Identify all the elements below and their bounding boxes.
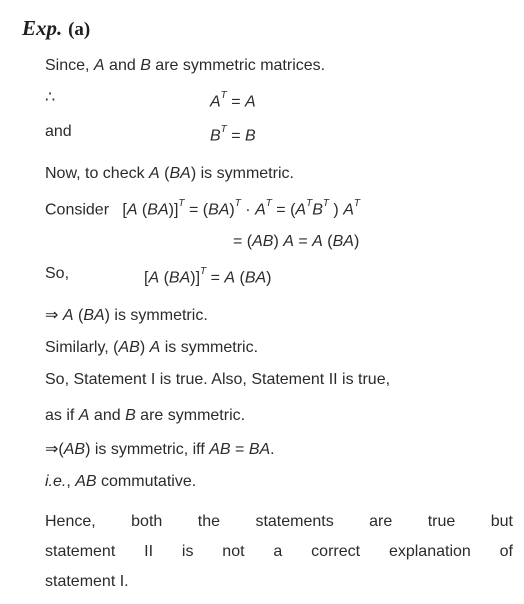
result-eq: [A (BA)]$^T$ = A (BA) (144, 266, 272, 287)
line-3: and $B^T = B$ (45, 123, 256, 145)
line-16: statement I. (45, 573, 129, 590)
line-2 (45, 88, 256, 111)
line-7: So, [A (BA)]$^T$ = A (BA) (45, 265, 272, 287)
a-transpose-eq: $A^T = A$ (210, 90, 256, 111)
line-5: Consider [A $(BA)]^T = (BA)^T \cdot A^T = (A^TB^T$ ) $A^T$ (45, 198, 360, 219)
line-11: as if A and B are symmetric. (45, 407, 246, 424)
explanation-heading (22, 16, 90, 41)
therefore-symbol: ∴ (45, 89, 56, 106)
line-4: Now, to check A (BA) is symmetric. (45, 165, 294, 182)
line-8: ⇒ A (BA) is symmetric. (45, 307, 208, 324)
line-12: ⇒(AB) is symmetric, iff AB = BA. (45, 441, 275, 458)
line-6: = (AB) A = A (BA) (233, 233, 360, 250)
answer-option: (a) (68, 19, 91, 40)
line-10: So, Statement I is true. Also, Statement II is true, (45, 371, 391, 388)
line-15: statement II is not a correct explanation of (45, 543, 513, 560)
line-14: Hence, both the statements are true but (45, 513, 513, 530)
b-transpose-eq: $B^T = B$ (210, 124, 256, 145)
line-1: Since, A and B are symmetric matrices. (45, 57, 326, 74)
explanation-label: Exp. (22, 16, 63, 40)
line-9: Similarly, (AB) A is symmetric. (45, 339, 259, 356)
line-13: i.e., AB commutative. (45, 473, 197, 490)
